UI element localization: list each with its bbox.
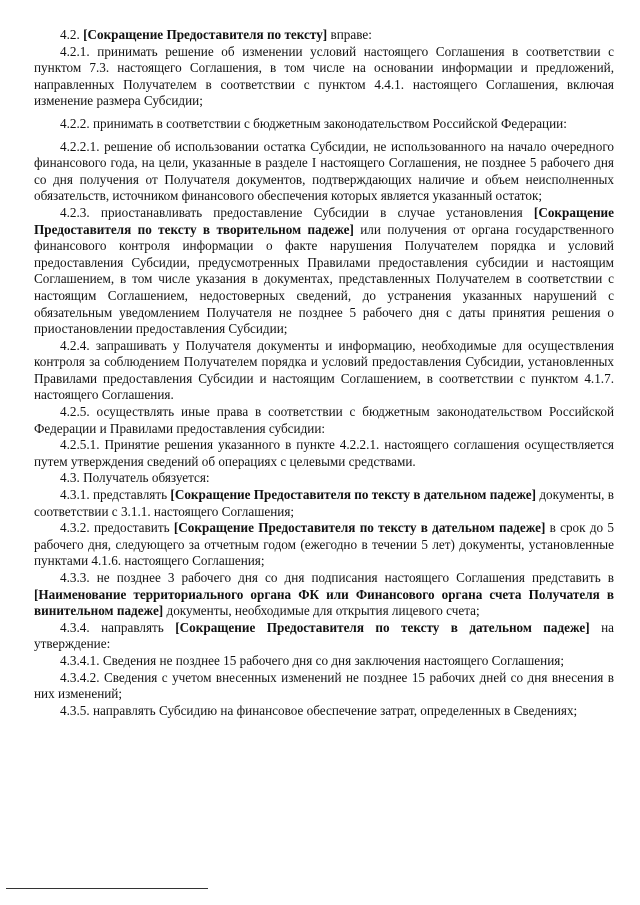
paragraph-text: 4.3.4.2. Сведения с учетом внесенных изменений не позднее 15 рабочих дней со дня внесения в них изменений; xyxy=(34,669,614,702)
paragraph-text: 4.2. xyxy=(60,27,84,42)
paragraph-p431 xyxy=(34,487,614,520)
paragraph-text: 4.2.4. запрашивать у Получателя документы и информацию, необходимые для осуществления контроля за соблюдением Получателем порядка и условий предоставления Субсидии, установленных Правилами предоставления Субсидии и настоящим Соглашением, в соответствии с пунктом 4.1.7. настоящего Соглашения. xyxy=(34,337,614,403)
paragraph-p433 xyxy=(34,570,614,620)
paragraph-text: 4.3.5. направлять Субсидию на финансовое обеспечение затрат, определенных в Сведениях; xyxy=(60,702,578,718)
paragraph-text: 4.2.2. принимать в соответствии с бюджетным законодательством Российской Федерации: xyxy=(60,115,567,131)
paragraph-text: 4.3.4.1. Сведения не позднее 15 рабочего дня со дня заключения настоящего Соглашения; xyxy=(60,652,564,668)
paragraph-p4251 xyxy=(34,437,614,470)
placeholder-text: [Сокращение Предоставителя по тексту в творительном падеже] xyxy=(34,204,614,237)
paragraph-p434 xyxy=(34,620,614,653)
paragraph-text: документы, необходимые для открытия лицевого счета; xyxy=(163,603,480,619)
paragraph-p423 xyxy=(34,205,614,338)
paragraph-text: документы, в соответствии с 3.1.1. настоящего Соглашения; xyxy=(34,487,614,519)
paragraph-text: вправе: xyxy=(327,27,372,42)
paragraph-text: 4.2.2.1. решение об использовании остатка Субсидии, не использованного на начало очередного финансового года, на цели, указанные в разделе I настоящего Соглашения, не позднее 5 рабочего дня со дня получения от Получателя документов, подтверждающих наличие и объем неисполненных обязательств, источником финансового обеспечения которых является указанный остаток; xyxy=(34,138,614,204)
footnote-separator xyxy=(6,888,208,889)
paragraph-p4342 xyxy=(34,670,614,703)
paragraph-text: 4.3.1. представлять xyxy=(60,487,171,503)
paragraph-p425 xyxy=(34,404,614,437)
paragraph-text: или получения от органа государственного финансового контроля информации о факте нарушения Получателем порядка и условий предоставления Субсидии, предусмотренных Правилами предоставления субсидии и настоящим Соглашением, в том числе указания в документах, представленных Получателем в соответствии с настоящим Соглашением, недостоверных сведений, до устранения указанных нарушений с обязательным уведомлением Получателя не позднее 5 рабочего дня с даты принятия решения о приостановлении предоставления Субсидии; xyxy=(34,221,614,337)
paragraph-p422 xyxy=(34,116,614,133)
paragraph-p435 xyxy=(34,703,614,720)
placeholder-text: [Сокращение Предоставителя по тексту в дательном падеже] xyxy=(170,487,537,503)
paragraph-p421 xyxy=(34,44,614,110)
paragraph-p432 xyxy=(34,520,614,570)
paragraph-p4221 xyxy=(34,139,614,205)
document-body xyxy=(34,27,614,719)
paragraph-p42 xyxy=(34,27,614,44)
paragraph-text: 4.3.4. направлять xyxy=(60,619,176,635)
paragraph-p43 xyxy=(34,470,614,487)
paragraph-text: 4.2.1. принимать решение об изменении условий настоящего Соглашения в соответствии с пунктом 7.3. настоящего Соглашения, в том числе на основании информации и предложений, направленных Получателем в соответствии с пунктом 4.4.1. настоящего Соглашения, включая изменение размера Субсидии; xyxy=(34,43,614,109)
placeholder-text: [Наименование территориального органа ФК или Финансового органа счета Получателя в винительном падеже] xyxy=(34,586,614,619)
paragraph-text: 4.3. Получатель обязуется: xyxy=(60,470,210,486)
paragraph-p4341 xyxy=(34,653,614,670)
paragraph-text: в срок до 5 рабочего дня, следующего за отчетным годом (ежегодно в течении 5 лет) документы, установленные пунктами 4.1.6. настоящего Соглашения; xyxy=(34,520,614,569)
placeholder-text: [Сокращение Предоставителя по тексту] xyxy=(83,27,328,42)
paragraph-text: 4.2.5. осуществлять иные права в соответствии с бюджетным законодательством Российской Федерации и Правилами предоставления субсидии: xyxy=(34,404,614,436)
paragraph-text: 4.3.3. не позднее 3 рабочего дня со дня подписания настоящего Соглашения представить в xyxy=(60,570,614,585)
placeholder-text: [Сокращение Предоставителя по тексту в дательном падеже] xyxy=(173,520,546,536)
paragraph-text: 4.3.2. предоставить xyxy=(60,520,174,536)
paragraph-p424 xyxy=(34,338,614,404)
placeholder-text: [Сокращение Предоставителя по тексту в дательном падеже] xyxy=(175,619,590,635)
paragraph-text: 4.2.5.1. Принятие решения указанного в пункте 4.2.2.1. настоящего соглашения осуществляется путем утверждения сведений об операциях с целевыми средствами. xyxy=(34,437,614,469)
paragraph-text: на утверждение: xyxy=(34,619,614,652)
paragraph-text: 4.2.3. приостанавливать предоставление Субсидии в случае установления xyxy=(60,204,534,220)
